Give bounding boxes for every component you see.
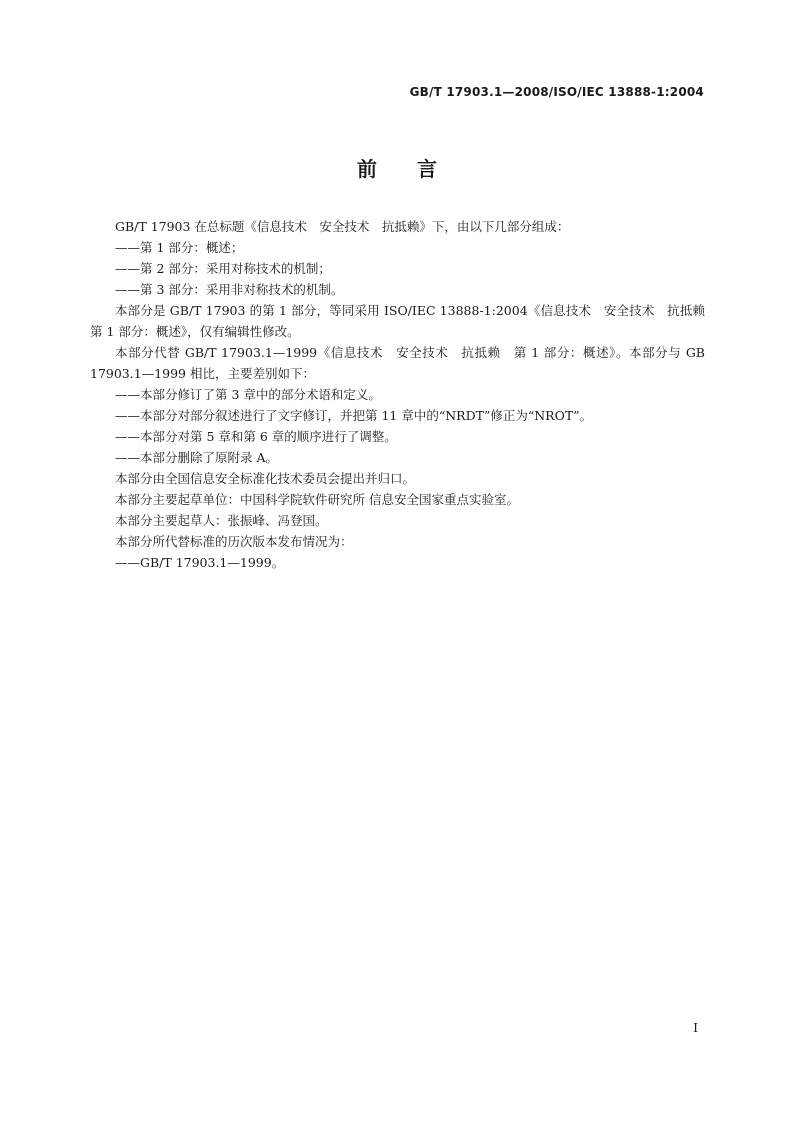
- paragraph-replacement: 本部分代替 GB/T 17903.1—1999《信息技术 安全技术 抗抵赖 第 1 部分：概述》。本部分与 GB 17903.1—1999 相比，主要差别如下：: [90, 345, 705, 381]
- list-item-change-2: ——本部分对部分叙述进行了文字修订，并把第 11 章中的“NRDT”修正为“NROT”。: [115, 408, 593, 423]
- page-title: 前言: [357, 157, 477, 181]
- list-item-previous-edition: ——GB/T 17903.1—1999。: [115, 555, 285, 570]
- paragraph-edition-history: 本部分所代替标准的历次版本发布情况为：: [115, 534, 353, 549]
- foreword-body: [90, 216, 718, 573]
- paragraph-proposer: 本部分由全国信息安全标准化技术委员会提出并归口。: [115, 471, 416, 486]
- paragraph-parts-intro: GB/T 17903 在总标题《信息技术 安全技术 抗抵赖》下，由以下几部分组成：: [115, 219, 570, 234]
- list-item-part-2: ——第 2 部分：采用对称技术的机制；: [115, 261, 331, 276]
- list-item-part-1: ——第 1 部分：概述；: [115, 240, 244, 255]
- list-item-part-3: ——第 3 部分：采用非对称技术的机制。: [115, 282, 344, 297]
- standard-number-header: GB/T 17903.1—2008/ISO/IEC 13888-1:2004: [409, 85, 704, 99]
- list-item-change-1: ——本部分修订了第 3 章中的部分术语和定义。: [115, 387, 381, 402]
- list-item-change-4: ——本部分删除了原附录 A。: [115, 450, 279, 465]
- paragraph-drafting-units: 本部分主要起草单位：中国科学院软件研究所 信息安全国家重点实验室。: [115, 492, 519, 507]
- paragraph-drafters: 本部分主要起草人：张振峰、冯登国。: [115, 513, 328, 528]
- paragraph-adoption: 本部分是 GB/T 17903 的第 1 部分，等同采用 ISO/IEC 13888-1:2004《信息技术 安全技术 抗抵赖 第 1 部分：概述》，仅有编辑性修改。: [90, 303, 718, 339]
- page-number: I: [693, 1021, 698, 1035]
- list-item-change-3: ——本部分对第 5 章和第 6 章的顺序进行了调整。: [115, 429, 397, 444]
